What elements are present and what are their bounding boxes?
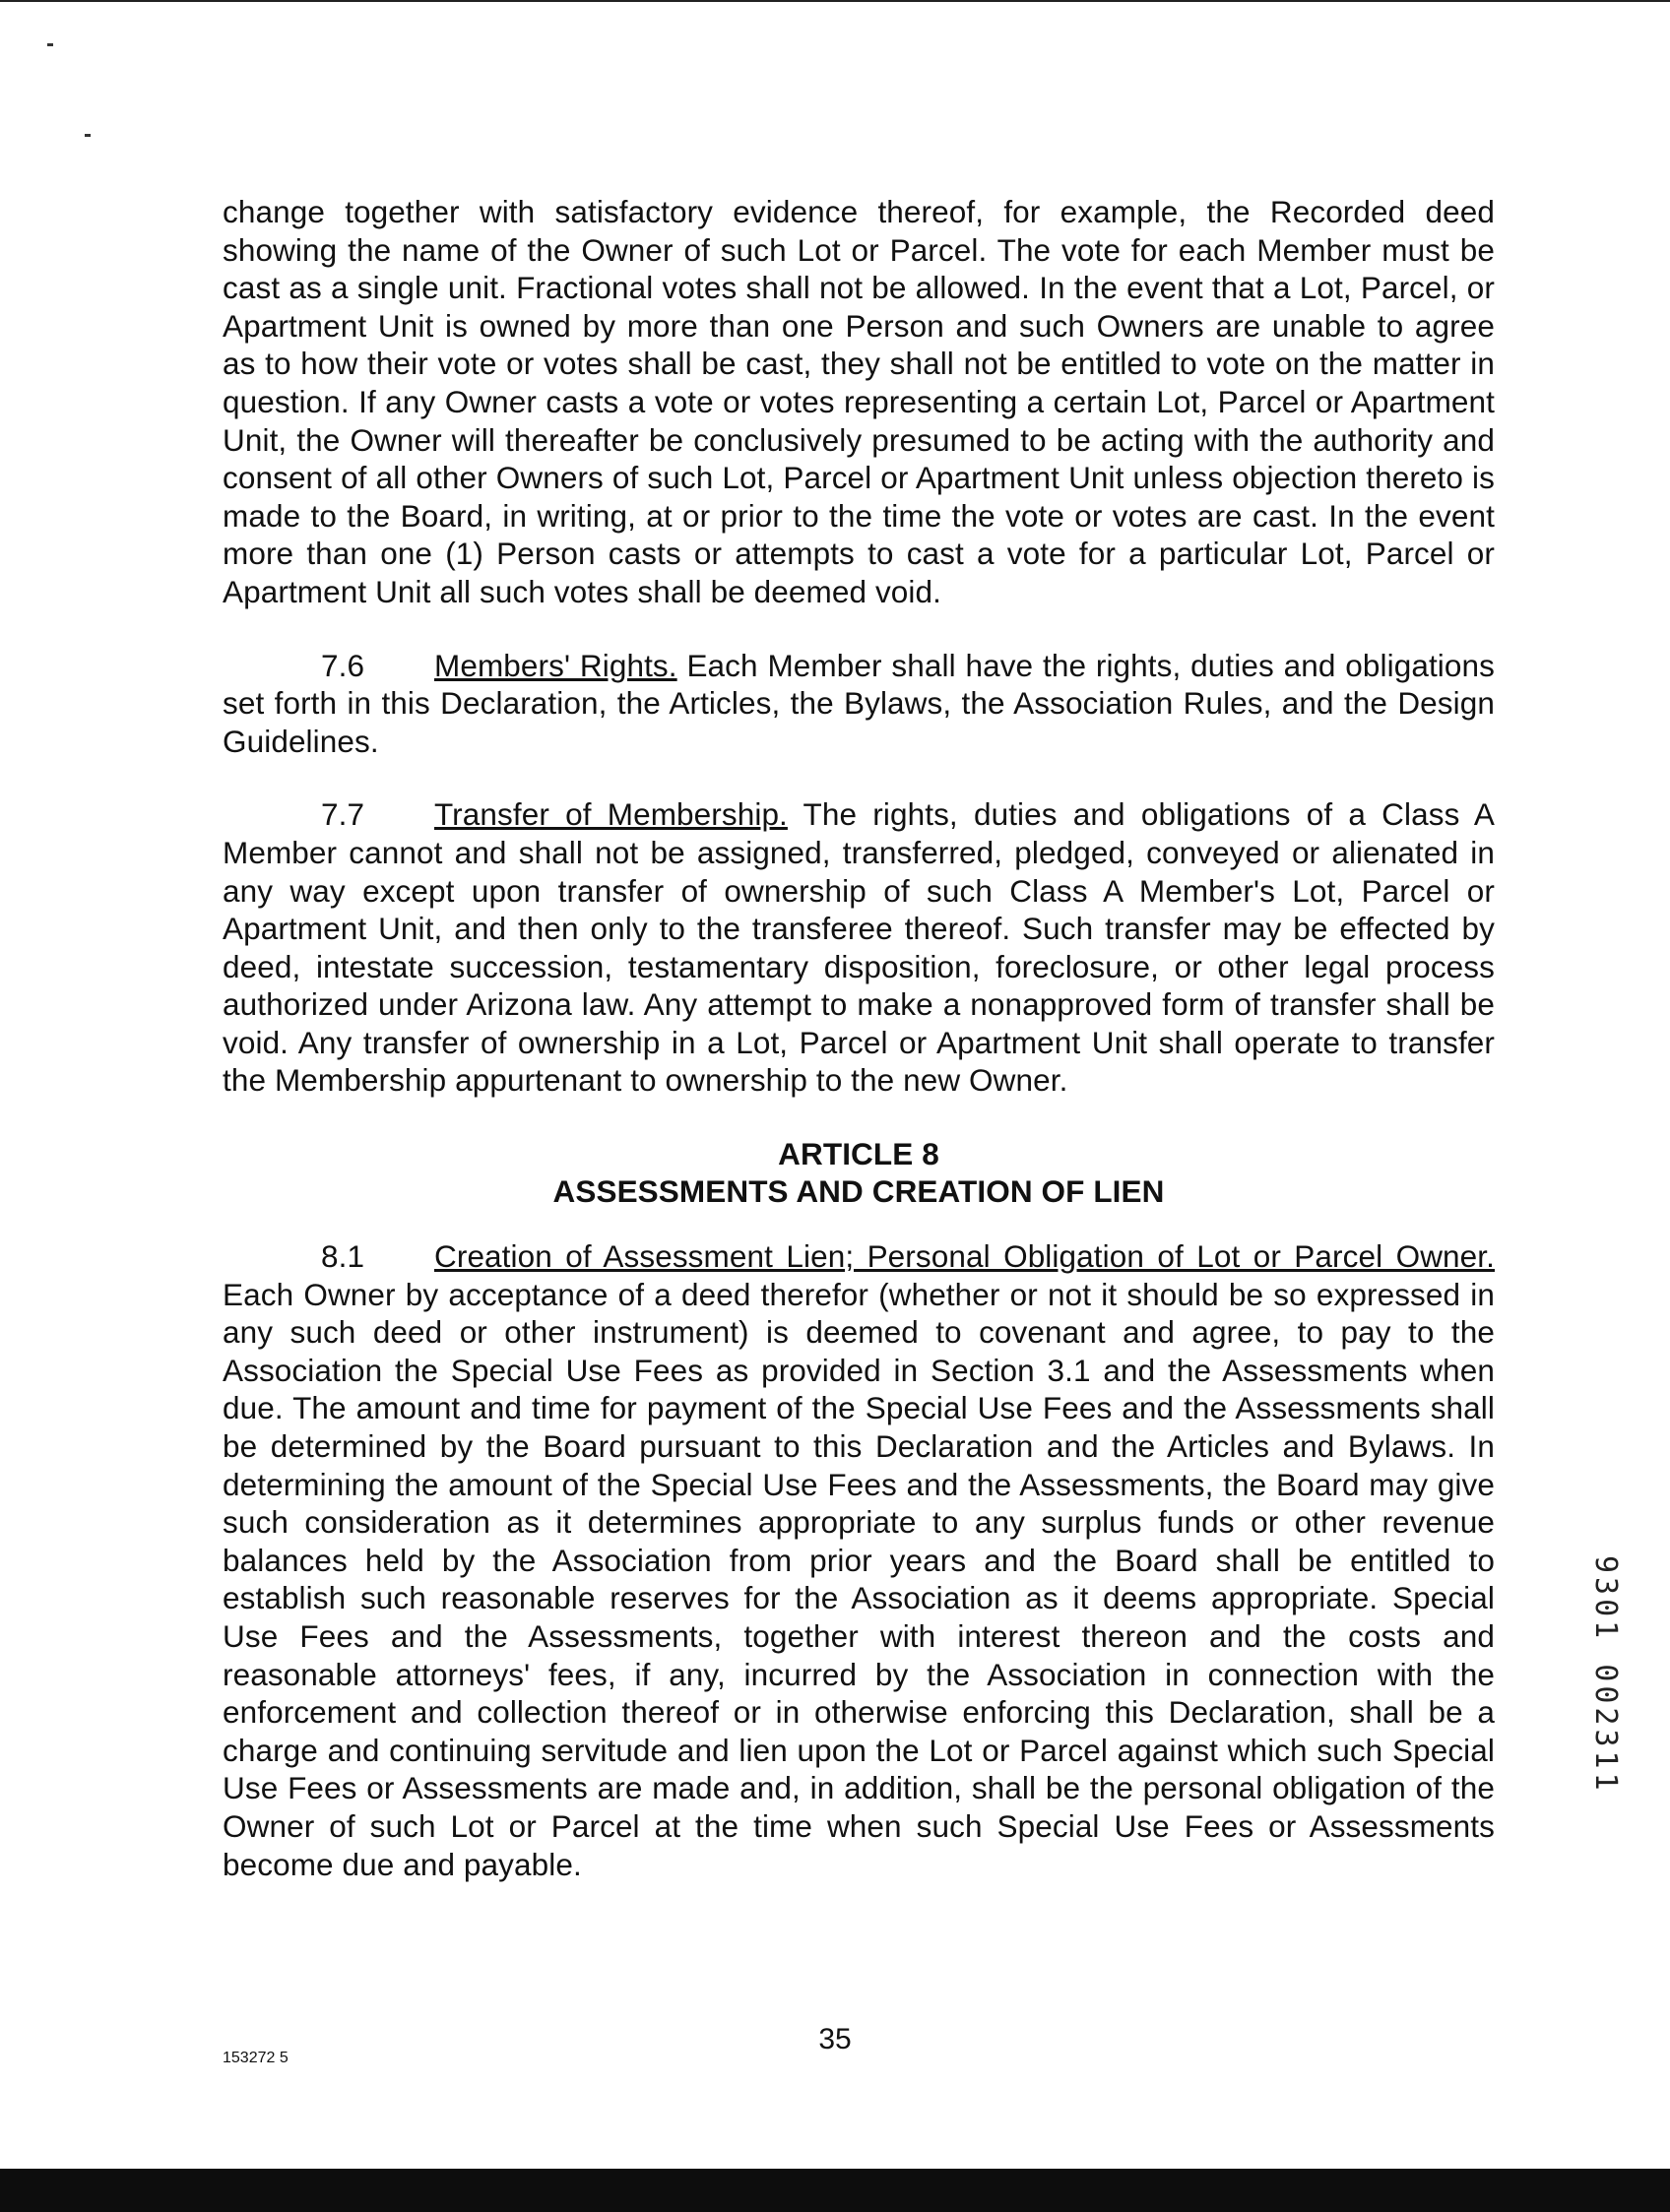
section-number: 7.6 <box>321 647 365 683</box>
section-title: Creation of Assessment Lien; Personal Obligation of Lot or Parcel Owner. <box>434 1238 1495 1275</box>
section-text: Each Member shall have the rights, duties and obligations set forth in this Declaration, the Articles, the Bylaws, the Association Rules, and the Design Guidelines. <box>223 647 1495 759</box>
section-number: 8.1 <box>321 1238 365 1275</box>
document-id: 153272 5 <box>223 2050 289 2066</box>
margin-recording-stamp: 9301 002311 <box>1588 1555 1623 1795</box>
section-7-7 <box>223 795 1495 1100</box>
scan-bottom-edge <box>0 2169 1670 2212</box>
article-number: ARTICLE 8 <box>778 1136 939 1172</box>
document-body <box>223 193 1495 1883</box>
article-title: ASSESSMENTS AND CREATION OF LIEN <box>552 1173 1165 1210</box>
section-text: The rights, duties and obligations of a Class A Member cannot and shall not be assigned, transferred, pledged, conveyed or alienated in any way except upon transfer of ownership of such Class A Member's Lot, Parcel or Apartment Unit, and then only to the transferee thereof. Such transfer may be effected by deed, intestate succession, testamentary disposition, foreclosure, or other legal process authorized under Arizona law. Any attempt to make a nonapproved form of transfer shall be void. Any transfer of ownership in a Lot, Parcel or Apartment Unit shall operate to transfer the Membership appurtenant to ownership to the new Owner. <box>223 796 1496 1099</box>
section-text: Each Owner by acceptance of a deed therefor (whether or not it should be so expressed in any such deed or other instrument) is deemed to covenant and agree, to pay to the Association the Special Use Fees as provided in Section 3.1 and the Assessments when due. The amount and time for payment of the Special Use Fees and the Assessments shall be determined by the Board pursuant to this Declaration and the Articles and Bylaws. In determining the amount of the Special Use Fees and the Assessments, the Board may give such consideration as it determines appropriate to any surplus funds or other revenue balances held by the Association from prior years and the Board shall be entitled to establish such reasonable reserves for the Association as it deems appropriate. Special Use Fees and the Assessments, together with interest thereon and the costs and reasonable attorneys' fees, if any, incurred by the Association in connection with the enforcement and collection thereof or in otherwise enforcing this Declaration, shall be a charge and continuing servitude and lien upon the Lot or Parcel against which such Special Use Fees or Assessments are made and, in addition, shall be the personal obligation of the Owner of such Lot or Parcel at the time when such Special Use Fees or Assessments become due and payable. <box>223 1276 1495 1882</box>
top-border <box>0 0 1670 2</box>
page-number: 35 <box>818 2023 852 2055</box>
section-title: Transfer of Membership. <box>434 796 788 833</box>
section-number: 7.7 <box>321 796 365 833</box>
paragraph-vote-continuation: change together with satisfactory evidence thereof, for example, the Recorded deed showing the name of the Owner of such Lot or Parcel. The vote for each Member must be cast as a single unit. Fractional votes shall not be allowed. In the event that a Lot, Parcel, or Apartment Unit is owned by more than one Person and such Owners are unable to agree as to how their vote or votes shall be cast, they shall not be entitled to vote on the matter in question. If any Owner casts a vote or votes representing a certain Lot, Parcel or Apartment Unit, the Owner will thereafter be conclusively presumed to be acting with the authority and consent of all other Owners of such Lot, Parcel or Apartment Unit unless objection thereto is made to the Board, in writing, at or prior to the time the vote or votes are cast. In the event more than one (1) Person casts or attempts to cast a vote for a particular Lot, Parcel or Apartment Unit all such votes shall be deemed void. <box>223 194 1495 609</box>
section-title: Members' Rights. <box>434 647 677 683</box>
section-7-6 <box>223 647 1495 761</box>
scan-speck <box>47 43 53 46</box>
scan-speck <box>85 134 91 137</box>
section-8-1 <box>223 1237 1495 1883</box>
article-heading <box>223 1135 1495 1210</box>
